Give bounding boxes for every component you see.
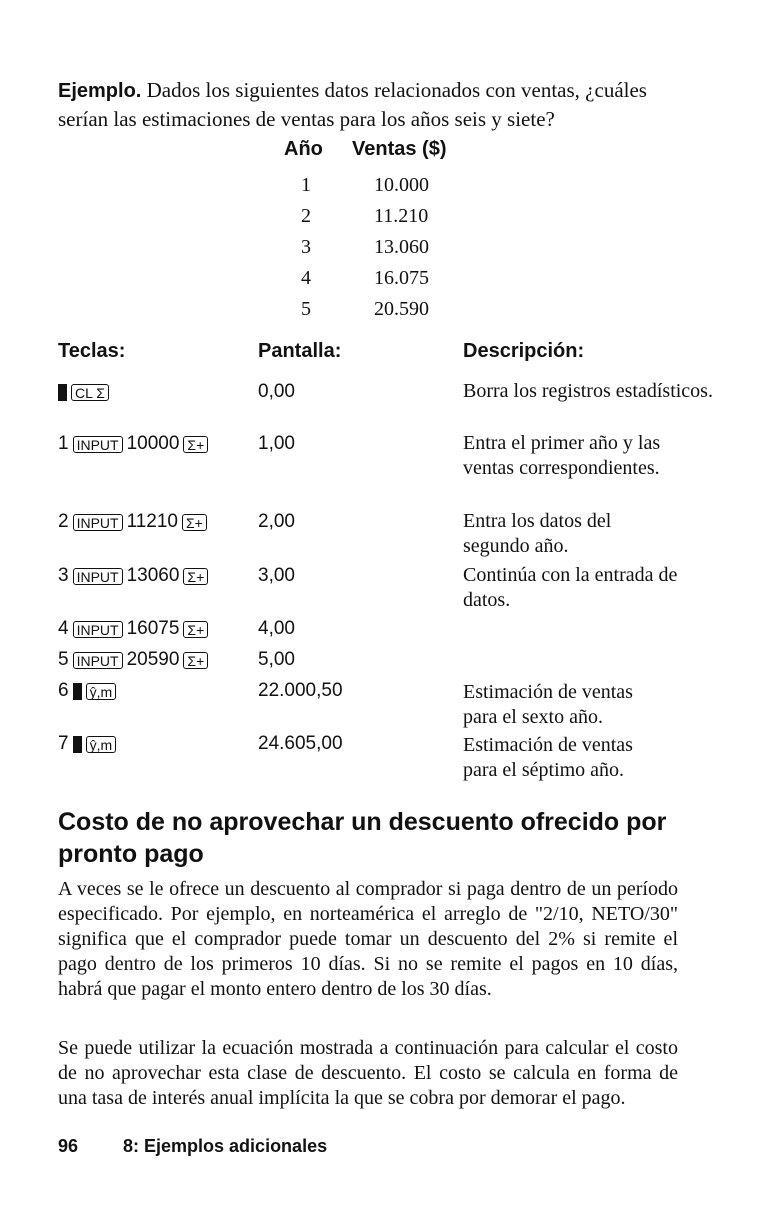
sigma-plus-key: Σ+ [183, 621, 208, 638]
example-intro [58, 76, 698, 133]
year-cell: 5 [301, 298, 311, 320]
page-number: 96 [58, 1136, 79, 1156]
year-cell: 3 [301, 236, 311, 258]
step-description: Estimación de ventas para el séptimo año. [463, 734, 633, 781]
keystroke-sequence [58, 616, 208, 642]
sales-header: Ventas ($) [352, 138, 447, 160]
sales-cell: 10.000 [374, 174, 429, 196]
year-header: Año [284, 138, 323, 160]
input-key: INPUT [73, 436, 123, 453]
display-column-header: Pantalla: [258, 340, 342, 362]
sigma-plus-key: Σ+ [183, 568, 208, 585]
step-description: Continúa con la entrada de datos. [463, 564, 678, 611]
sales-cell: 13.060 [374, 236, 429, 258]
keystroke-sequence [58, 563, 208, 589]
step-prefix: 5 [58, 649, 69, 670]
keystroke-sequence [58, 647, 208, 673]
step-prefix: 4 [58, 618, 69, 639]
display-value: 5,00 [258, 649, 295, 670]
step-prefix: 3 [58, 565, 69, 586]
sales-cell: 11.210 [374, 205, 429, 227]
shift-key-icon [73, 683, 82, 700]
shift-key-icon [58, 384, 67, 401]
display-value: 3,00 [258, 565, 295, 586]
example-lead: Ejemplo. [58, 80, 142, 102]
description-column-header: Descripción: [463, 340, 585, 362]
keystroke-sequence [58, 379, 109, 405]
keystroke-sequence [58, 431, 208, 457]
step-prefix: 7 [58, 733, 69, 754]
section-paragraph: A veces se le ofrece un descuento al comprador si paga dentro de un período especificado. Por ejemplo, en norteamérica el arreglo de "2/10, NETO/30" significa que el comprador puede tomar un descuento del 2% si remite el pago dentro de los primeros 10 días. Si no se remite el pagos en 10 días, habrá que pagar el monto entero dentro de los 30 días. [58, 878, 678, 1000]
step-prefix: 2 [58, 511, 69, 532]
input-key: INPUT [73, 568, 123, 585]
display-value: 0,00 [258, 381, 295, 402]
sigma-plus-key: Σ+ [183, 652, 208, 669]
display-value: 2,00 [258, 511, 295, 532]
display-value: 4,00 [258, 618, 295, 639]
sigma-plus-key: Σ+ [182, 514, 207, 531]
year-cell: 4 [301, 267, 311, 289]
step-description: Estimación de ventas para el sexto año. [463, 681, 633, 728]
step-amount: 20590 [126, 649, 180, 670]
year-cell: 1 [301, 174, 311, 196]
shift-key-icon [73, 736, 82, 753]
estimate-key: ŷ,m [86, 683, 117, 700]
sigma-plus-key: Σ+ [183, 436, 208, 453]
year-cell: 2 [301, 205, 311, 227]
sales-cell: 20.590 [374, 298, 429, 320]
step-description: Entra los datos del segundo año. [463, 510, 612, 557]
estimate-key: ŷ,m [86, 736, 117, 753]
keystroke-sequence [58, 731, 116, 757]
page-footer [58, 1136, 327, 1157]
display-value: 22.000,50 [258, 680, 343, 701]
keystroke-sequence [58, 509, 207, 535]
step-prefix: 6 [58, 680, 69, 701]
example-text: Dados los siguientes datos relacionados con ventas, ¿cuáles serían las estimaciones de ventas para los años seis y siete? [58, 78, 647, 131]
input-key: INPUT [73, 621, 123, 638]
step-description: Borra los registros estadísticos. [463, 380, 713, 402]
section-title: Costo de no aprovechar un descuento ofrecido por pronto pago [58, 808, 667, 868]
keys-column-header: Teclas: [58, 340, 126, 362]
display-value: 24.605,00 [258, 733, 343, 754]
chapter-title: 8: Ejemplos adicionales [123, 1136, 328, 1156]
step-amount: 16075 [126, 618, 180, 639]
input-key: INPUT [73, 514, 123, 531]
sales-cell: 16.075 [374, 267, 429, 289]
step-prefix: 1 [58, 433, 69, 454]
display-value: 1,00 [258, 433, 295, 454]
input-key: INPUT [73, 652, 123, 669]
section-paragraph: Se puede utilizar la ecuación mostrada a continuación para calcular el costo de no aprovechar esta clase de descuento. El costo se calcula en forma de una tasa de interés anual implícita la que se cobra por demorar el pago. [58, 1037, 678, 1109]
step-amount: 11210 [126, 511, 179, 532]
step-amount: 13060 [126, 565, 180, 586]
keystroke-sequence [58, 678, 116, 704]
step-description: Entra el primer año y las ventas correspondientes. [463, 432, 661, 479]
clear-stats-key: CL Σ [71, 384, 109, 401]
step-amount: 10000 [126, 433, 180, 454]
